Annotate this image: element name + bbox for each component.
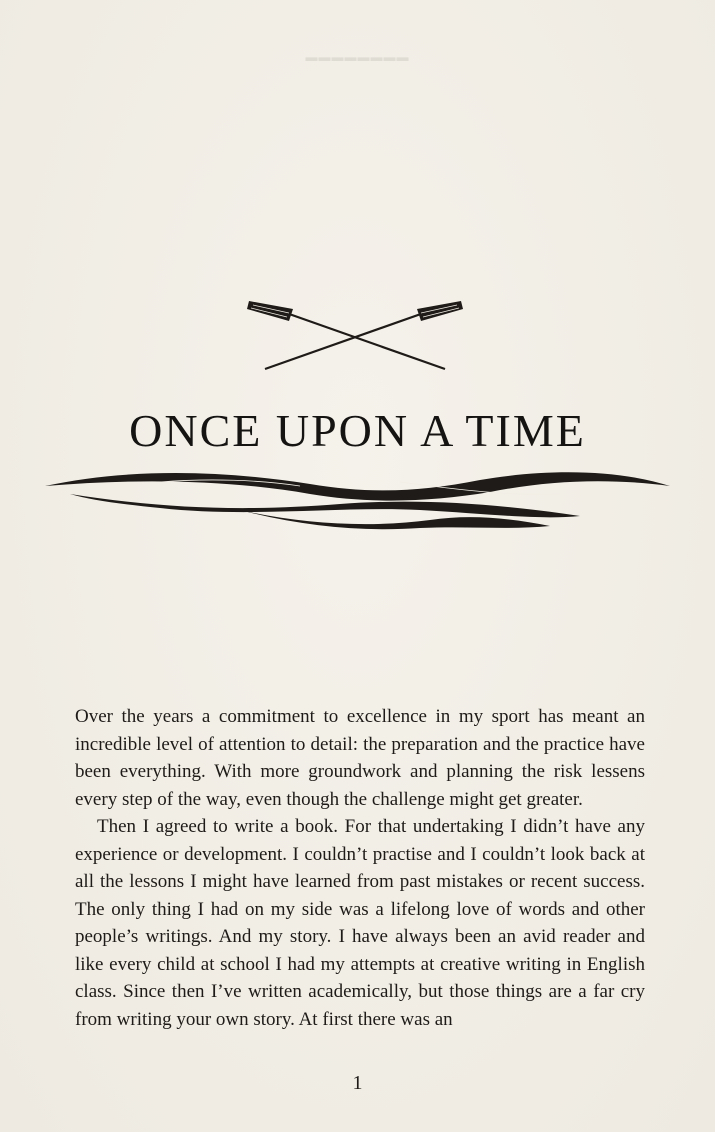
wave-flourish-icon — [40, 464, 675, 534]
body-text — [75, 703, 645, 1033]
paragraph: Over the years a commitment to excellence in my sport has meant an incredible level of attention to detail: the preparation and the practice have been everything. With more groundwork and planning the risk lessens every step of the way, even though the challenge might get greater. — [75, 706, 645, 810]
paragraph: Then I agreed to write a book. For that undertaking I didn’t have any experience or development. I couldn’t practise and I couldn’t look back at all the lessons I might have learned from past mistakes or recent success. The only thing I had on my side was a lifelong love of words and other people’s writings. And my story. I have always been an avid reader and like every child at school I had my attempts at creative writing in English class. Since then I’ve written academically, but those things are a far cry from writing your own story. At first there was an — [75, 816, 645, 1030]
chapter-title: ONCE UPON A TIME — [129, 405, 586, 456]
crossed-oars-icon — [245, 295, 465, 375]
show-through-header: ▬▬▬▬▬▬▬▬ — [305, 50, 410, 64]
page-number: 1 — [352, 1072, 363, 1094]
